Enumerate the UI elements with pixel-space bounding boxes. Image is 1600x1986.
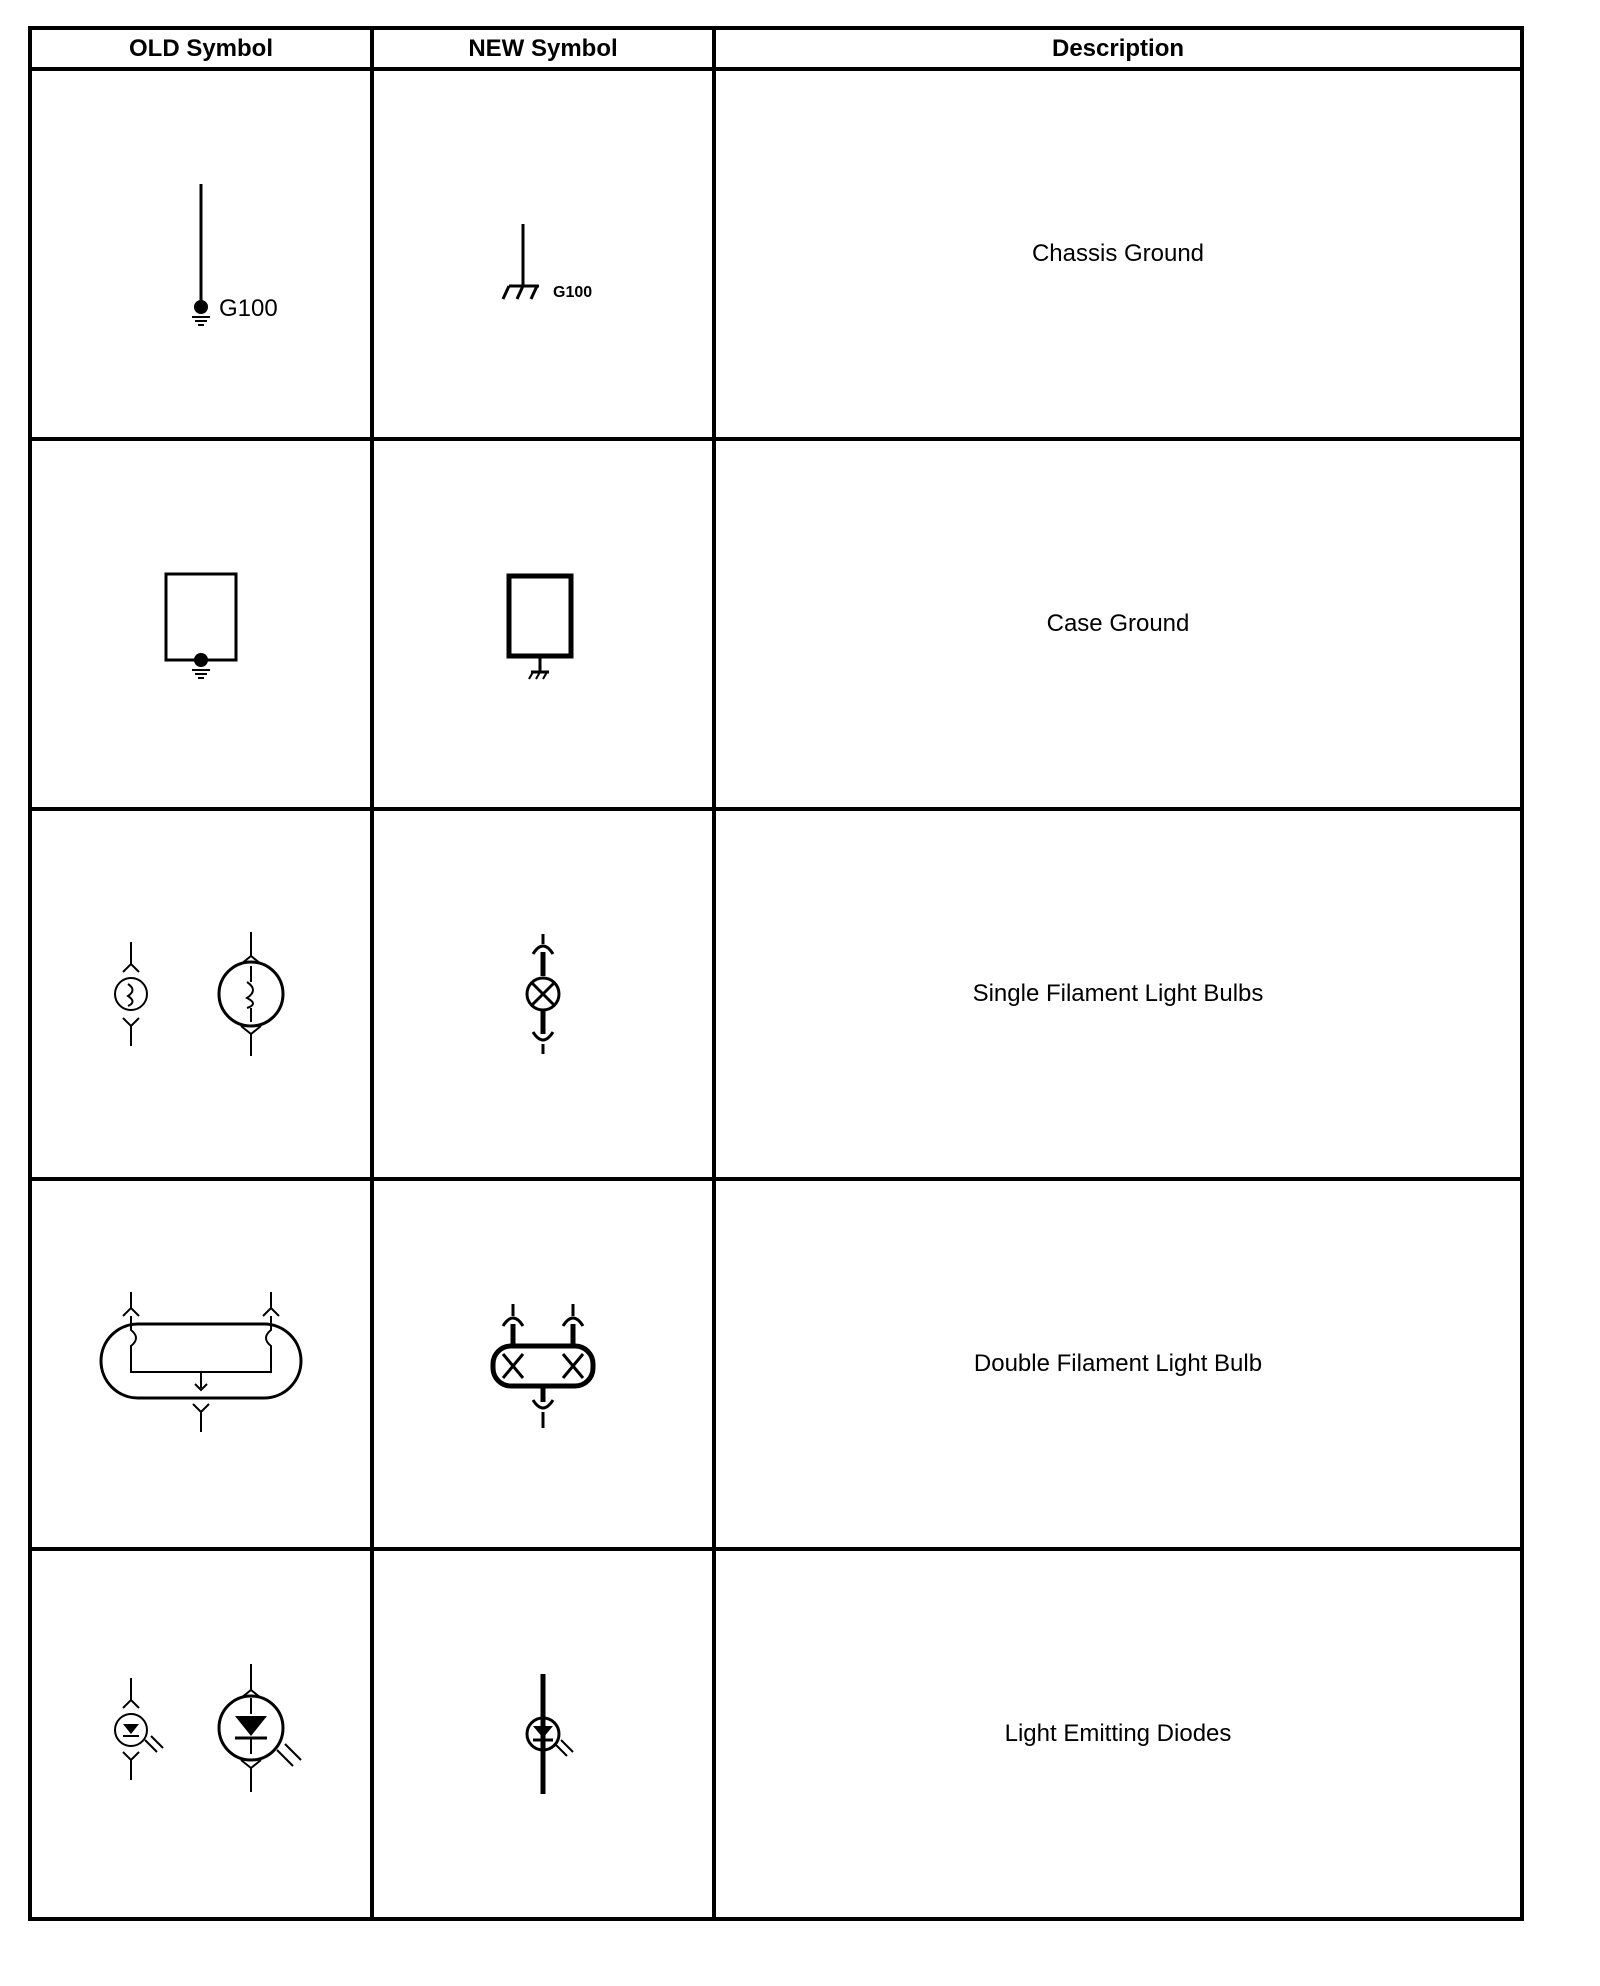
table-row	[30, 69, 1522, 439]
header-old-symbol: OLD Symbol	[30, 28, 372, 69]
table-row	[30, 809, 1522, 1179]
new-symbol-cell	[372, 69, 714, 439]
symbol-comparison-table	[28, 26, 1524, 1921]
old-symbol-cell	[30, 69, 372, 439]
chassis-ground-old-icon	[101, 154, 301, 354]
description-cell: Case Ground	[714, 439, 1522, 809]
description-cell: Chassis Ground	[714, 69, 1522, 439]
old-symbol-cell	[30, 439, 372, 809]
single-filament-bulb-new-icon	[443, 894, 643, 1094]
led-old-icon	[71, 1634, 331, 1834]
single-filament-bulb-old-icon	[71, 894, 331, 1094]
double-filament-bulb-new-icon	[443, 1264, 643, 1464]
new-symbol-cell	[372, 1549, 714, 1919]
case-ground-old-icon	[101, 524, 301, 724]
led-new-icon	[443, 1634, 643, 1834]
old-symbol-cell	[30, 1549, 372, 1919]
description-cell: Single Filament Light Bulbs	[714, 809, 1522, 1179]
header-description: Description	[714, 28, 1522, 69]
chassis-ground-new-icon	[443, 154, 643, 354]
description-cell: Light Emitting Diodes	[714, 1549, 1522, 1919]
table-row	[30, 1179, 1522, 1549]
header-row	[30, 28, 1522, 69]
new-ground-label: G100	[553, 284, 593, 301]
header-new-symbol: NEW Symbol	[372, 28, 714, 69]
new-symbol-cell	[372, 809, 714, 1179]
new-symbol-cell	[372, 1179, 714, 1549]
old-symbol-cell	[30, 809, 372, 1179]
table-row	[30, 439, 1522, 809]
double-filament-bulb-old-icon	[81, 1264, 321, 1464]
case-ground-new-icon	[443, 524, 643, 724]
old-ground-label: G100	[219, 295, 278, 322]
new-symbol-cell	[372, 439, 714, 809]
table-row	[30, 1549, 1522, 1919]
old-symbol-cell	[30, 1179, 372, 1549]
description-cell: Double Filament Light Bulb	[714, 1179, 1522, 1549]
